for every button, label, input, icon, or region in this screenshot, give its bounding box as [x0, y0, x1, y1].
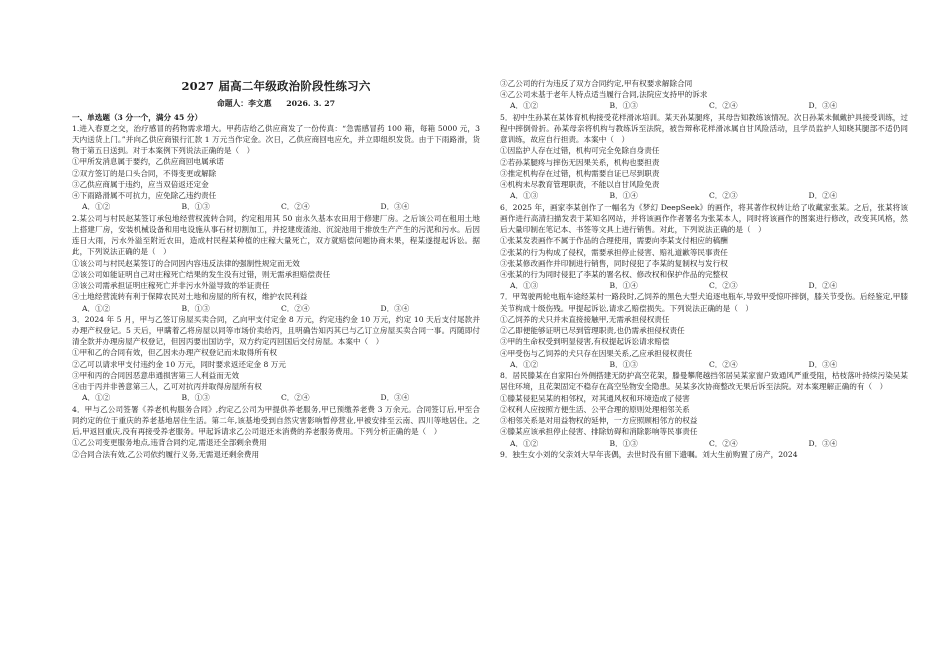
answer-a[interactable]: A．①② [510, 359, 539, 369]
answer-c[interactable]: C．②④ [709, 438, 738, 448]
answer-c[interactable]: C．②④ [281, 393, 310, 403]
answer-a[interactable]: A．①② [510, 438, 539, 448]
answer-d[interactable]: D．③④ [808, 101, 838, 111]
option-item: ④甲受伤与乙饲养的犬只存在因果关系,乙应承担侵权责任 [500, 348, 693, 358]
question-1 [72, 123, 480, 213]
question-stem: 7．甲驾驶两轮电瓶车途经某村一路段时,乙饲养的黑色大型犬追逐电瓶车,导致甲受惊吓摔倒，膝关节受伤。后经鉴定,甲膝关节构成十级伤残。甲提起诉讼,请求乙赔偿损失。下列说法正确的是（ ） [500, 292, 908, 313]
answer-b[interactable]: B．①③ [181, 303, 210, 313]
question-4-continued [500, 78, 908, 112]
answer-c[interactable]: C．②③ [709, 281, 738, 291]
date: 2026. 3. 27 [286, 99, 336, 109]
answer-c[interactable]: C．②④ [709, 359, 738, 369]
answer-b[interactable]: B．①③ [181, 202, 210, 212]
answer-b[interactable]: B．①③ [609, 359, 638, 369]
answer-choices [72, 303, 480, 314]
answer-c[interactable]: C．②④ [709, 101, 738, 111]
option-item: ①乙饲养的犬只并未直接接触甲,无需承担侵权责任 [500, 314, 670, 324]
section-heading: 一、单选题（3 分一个，满分 45 分） [72, 112, 203, 122]
answer-d[interactable]: D．②④ [808, 281, 838, 291]
answer-choices [500, 438, 908, 449]
option-item: ②合同合法有效,乙公司依约履行义务,无需退还剩余费用 [72, 449, 260, 459]
option-item: ③甲和丙的合同因恶意串通损害第三人利益而无效 [72, 370, 240, 380]
answer-d[interactable]: D．③④ [808, 438, 838, 448]
option-item: ④下雨路滑属不可抗力，应免除乙违约责任 [72, 191, 217, 201]
answer-choices [500, 359, 908, 370]
answer-d[interactable]: D．③④ [808, 359, 838, 369]
question-stem: 3．2024 年 5 月，甲与乙签订房屋买卖合同，乙向甲支付定金 8 万元，约定违约金 10 万元，约定 10 天后支付尾款并办理产权登记。5 天后，甲瞒着乙将房屋以同等市场价卖给丙，且明确告知丙其已与乙订立房屋买卖合同一事。丙随即付清全款并办理房屋产权登记，但因丙要出国访学，双方约定丙回国后交付房屋。本案中（ ） [72, 314, 480, 347]
answer-choices [72, 392, 480, 403]
answer-d[interactable]: D．③④ [380, 303, 410, 313]
question-stem: 1.进入春夏之交，治疗感冒的药物需求增大。甲药店给乙供应商发了一份传真：“急需感冒药 100 箱，每箱 5000 元，3 天内送货上门。”并向乙供应商银行汇款 1 万元当作定金。次日，乙供应商回电应允，并立即组织发货。由于下雨路滑，货物于第五日送到。对于本案例下列说法正确的是（ ） [72, 123, 480, 156]
option-item: ②若孙某腿疼与摔伤无因果关系，机构也要担责 [500, 157, 660, 167]
option-item: ②张某的行为构成了侵权，需要承担停止侵害、赔礼道歉等民事责任 [500, 247, 728, 257]
answer-b[interactable]: B．①③ [609, 101, 638, 111]
question-stem: 4．甲与乙公司签署《养老机构服务合同》,约定乙公司为甲提供养老服务,甲已预缴养老费 3 万余元。合同签订后,甲至合同约定的位于重庆的养老基地居住生活。第二年,该基地受到自然灾害影响暂停营业,甲被安排至云南、四川等地居住。之后,甲返回重庆,没有再接受养老服务。甲起诉请求乙公司退还未消费的养老服务费用。下列分析正确的是（ ） [72, 404, 480, 437]
question-stem: 8．居民滕某在自家阳台外侧搭建无防护高空花架，滕曼攀爬越挡邻居吴某家窗户致通风严重受阻，枯枝落叶持续污染吴某居住环境，且花架固定不稳存在高空坠物安全隐患。吴某多次协商整改无果后诉至法院。对本案理解正确的有（ ） [500, 371, 908, 392]
option-item: ①滕某侵犯吴某的相邻权，对其通风权和环境造成了侵害 [500, 393, 690, 403]
question-stem: 9．独生女小刘的父亲刘大早年丧偶，去世时没有留下遗嘱。刘大生前购置了房产，2024 [500, 449, 798, 459]
question-9 [500, 449, 908, 460]
question-3 [72, 314, 480, 404]
option-item: ③乙公司的行为违反了双方合同约定,甲有权要求解除合同 [500, 79, 693, 88]
page-title: 2027 届高二年级政治阶段性练习六 [181, 79, 371, 93]
question-7 [500, 291, 908, 370]
question-stem: 2.某公司与村民赵某签订承包地经营权流转合同，约定租用其 50 亩永久基本农田用于修建厂房。之后该公司在租用土地上搭建厂房，安装机械设备和用电设施从事石材切割加工，并挖建废渣池、沉淀池用于排放生产产生的污泥和污水。后因连日大雨，污水外溢至附近农田，造成村民程某种植的庄稼大量死亡，双方就赔偿问题协商未果，程某遂提起诉讼。据此，下列说法正确的是（ ） [72, 213, 480, 257]
answer-b[interactable]: B．①④ [609, 191, 638, 201]
answer-d[interactable]: D．③④ [380, 393, 410, 403]
option-item: ①甲和乙的合同有效，但乙因未办理产权登记而未取得所有权 [72, 348, 278, 358]
answer-c[interactable]: C．②④ [281, 202, 310, 212]
question-5 [500, 112, 908, 202]
question-8 [500, 370, 908, 449]
answer-a[interactable]: A．①② [510, 101, 539, 111]
option-item: ①张某发表画作不属于作品的合理使用，需要向李某支付相应的稿酬 [500, 236, 728, 246]
answer-choices [500, 280, 908, 291]
answer-a[interactable]: A．①② [82, 393, 111, 403]
option-item: ②乙即便能够证明已尽到管理职责,也仍需承担侵权责任 [500, 326, 685, 336]
option-item: ①甲所发消息属于要约，乙供应商回电属承诺 [72, 157, 224, 167]
byline [72, 98, 480, 110]
answer-choices [500, 100, 908, 111]
answer-a[interactable]: A．①② [82, 202, 111, 212]
question-stem: 5．初中生孙某在某体育机构接受花样滑冰培训。某天孙某腿疼，其母告知教练该情况。次日孙某未佩戴护具接受训练，过程中摔倒骨折。孙某母亲将机构与教练诉至法院，被告辩称花样滑冰属自甘风险活动，且学员监护人知晓其腿部不适仍同意训练，故应自行担责。本案中（ ） [500, 112, 908, 145]
option-item: ②乙可以请求甲支付违约金 10 万元，同时要求返还定金 8 万元 [72, 359, 286, 369]
option-item: ④乙公司未基于老年人特点适当履行合同,法院应支持甲的诉求 [500, 90, 708, 100]
answer-a[interactable]: A．①② [82, 303, 111, 313]
option-item: ①因监护人存在过错，机构可完全免除自身责任 [500, 146, 660, 156]
option-item: ④机构未尽教育管理职责，不能以自甘风险免责 [500, 180, 660, 190]
option-item: ④土地经营流转有利于保障农民对土地和房屋的所有权，维护农民利益 [72, 292, 308, 302]
option-item: ②权利人应按照方便生活、公平合理的原则处理相邻关系 [500, 404, 690, 414]
option-item: ①该公司与村民赵某签订的合同因内容违反法律的强制性规定而无效 [72, 258, 300, 268]
question-2 [72, 213, 480, 314]
answer-a[interactable]: A．①③ [510, 191, 539, 201]
option-item: ③推定机构存在过错，机构需要自证已尽到职责 [500, 168, 660, 178]
option-item: ③相邻关系是对用益物权的延伸，一方应照顾相邻方的权益 [500, 416, 698, 426]
left-column [72, 78, 480, 460]
option-item: ④滕某应该承担停止侵害、排除妨碍和消除影响等民事责任 [500, 427, 698, 437]
option-item: ①乙公司变更服务地点,违背合同约定,需退还全部剩余费用 [72, 438, 267, 448]
answer-c[interactable]: C．②④ [281, 303, 310, 313]
answer-d[interactable]: D．③④ [380, 202, 410, 212]
author: 命题人：李文惠 [216, 99, 272, 109]
option-item: ②双方签订的是口头合同，不得变更或解除 [72, 168, 217, 178]
answer-b[interactable]: B．①④ [609, 281, 638, 291]
option-item: ④张某的行为同时侵犯了李某的署名权、修改权和保护作品的完整权 [500, 269, 728, 279]
answer-b[interactable]: B．①③ [609, 438, 638, 448]
answer-a[interactable]: A．①③ [510, 281, 539, 291]
option-item: ③乙供应商属于违约，应当双倍返还定金 [72, 179, 209, 189]
answer-choices [500, 190, 908, 201]
question-stem: 6．2025 年，画家李某创作了一幅名为《梦幻 DeepSeek》的画作，将其著作权转让给了收藏家张某。之后，张某将该画作进行高清扫描发表于某知名网站，并将该画作作者署名为张某本人，同时将该画作的图案进行修改，改变其风格，然后大量印制在笔记本、书签等文具上进行销售。对此，下列说法正确的是（ ） [500, 202, 908, 235]
option-item: ④由于丙并非善意第三人，乙可对抗丙并取得房屋所有权 [72, 382, 262, 392]
option-item: ③甲的生命权受到明显侵害,有权提起诉讼请求赔偿 [500, 337, 670, 347]
right-column [500, 78, 908, 460]
option-item: ③该公司需承担证明庄稼死亡并非污水外溢导致的举证责任 [72, 281, 270, 291]
answer-choices [72, 201, 480, 212]
answer-d[interactable]: D．②④ [808, 191, 838, 201]
answer-c[interactable]: C．②③ [709, 191, 738, 201]
question-4 [72, 404, 480, 460]
option-item: ③张某修改画作并印制进行销售，同时侵犯了李某的复制权与发行权 [500, 258, 728, 268]
answer-b[interactable]: B．①③ [181, 393, 210, 403]
question-6 [500, 202, 908, 292]
option-item: ②该公司如能证明自己对庄稼死亡结果的发生没有过错，则无需承担赔偿责任 [72, 269, 331, 279]
